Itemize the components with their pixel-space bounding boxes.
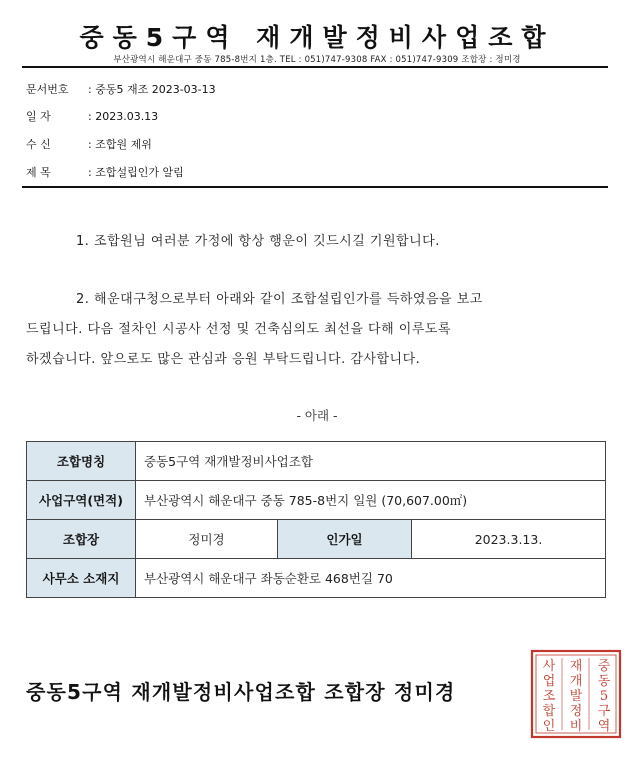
- project-area-value: 부산광역시 해운대구 중동 785-8번지 일원 (70,607.00㎡): [136, 481, 606, 520]
- approval-date-value: 2023.3.13.: [412, 520, 606, 559]
- seal-glyph: 조: [542, 689, 556, 704]
- notice-heading: - 아래 -: [296, 408, 338, 423]
- table-row: [27, 481, 606, 520]
- meta-value: : 중동5 재조 2023-03-13: [88, 83, 216, 96]
- chairman-label: 조합장: [27, 520, 136, 559]
- paragraph-2-line-1: 2. 해운대구청으로부터 아래와 같이 조합설립인가를 득하였음을 보고: [76, 292, 483, 307]
- meta-recipient: [26, 136, 152, 152]
- seal-glyph: 구: [597, 704, 611, 719]
- paragraph-2-line-2: 드립니다. 다음 절차인 시공사 선정 및 건축심의도 최선을 다해 이루도록: [26, 322, 452, 337]
- seal-glyph: 업: [542, 674, 556, 689]
- meta-value: : 2023.03.13: [88, 110, 159, 123]
- seal-glyph: 비: [569, 719, 583, 734]
- document-title: 중동5구역 재개발정비사업조합: [79, 23, 555, 52]
- office-address-label: 사무소 소재지: [27, 559, 136, 598]
- chairman-value: 정미경: [136, 520, 278, 559]
- header-divider: [22, 66, 608, 68]
- seal-glyph: 발: [569, 689, 583, 704]
- approval-date-label: 인가일: [278, 520, 412, 559]
- table-row: [27, 442, 606, 481]
- official-seal-icon: [529, 648, 623, 740]
- meta-label: 문서번호: [26, 83, 69, 96]
- meta-doc-number: [26, 81, 216, 97]
- seal-glyph: 정: [569, 704, 583, 719]
- seal-glyph: 합: [542, 704, 556, 719]
- union-name-value: 중동5구역 재개발정비사업조합: [136, 442, 606, 481]
- meta-subject: [26, 164, 184, 180]
- table-row: [27, 520, 606, 559]
- meta-label: 일 자: [26, 110, 51, 123]
- seal-glyph: 5: [599, 689, 609, 704]
- meta-divider: [22, 186, 608, 188]
- meta-label: 수 신: [26, 138, 51, 151]
- table-row: [27, 559, 606, 598]
- union-name-label: 조합명칭: [27, 442, 136, 481]
- signature-line: 중동5구역 재개발정비사업조합 조합장 정미경: [26, 680, 456, 704]
- project-area-label: 사업구역(면적): [27, 481, 136, 520]
- seal-glyph: 동: [597, 674, 611, 689]
- seal-glyph: 재: [569, 659, 583, 674]
- seal-glyph: 중: [597, 659, 611, 674]
- meta-date: [26, 108, 158, 124]
- address-line: 부산광역시 해운대구 중동 785-8번지 1층. TEL : 051)747-9308 FAX : 051)747-9309 조합장 : 정미경: [113, 55, 521, 65]
- seal-glyph: 역: [597, 719, 611, 734]
- meta-label: 제 목: [26, 166, 51, 179]
- paragraph-1: 1. 조합원님 여러분 가정에 항상 행운이 깃드시길 기원합니다.: [76, 234, 440, 249]
- seal-glyph: 개: [569, 674, 583, 689]
- seal-glyph: 인: [542, 719, 556, 734]
- meta-value: : 조합원 제위: [88, 138, 152, 151]
- seal-glyph: 사: [542, 659, 556, 674]
- info-table: [26, 441, 606, 598]
- office-address-value: 부산광역시 해운대구 좌동순환로 468번길 70: [136, 559, 606, 598]
- meta-value: : 조합설립인가 알림: [88, 166, 184, 179]
- paragraph-2-line-3: 하겠습니다. 앞으로도 많은 관심과 응원 부탁드립니다. 감사합니다.: [26, 352, 421, 367]
